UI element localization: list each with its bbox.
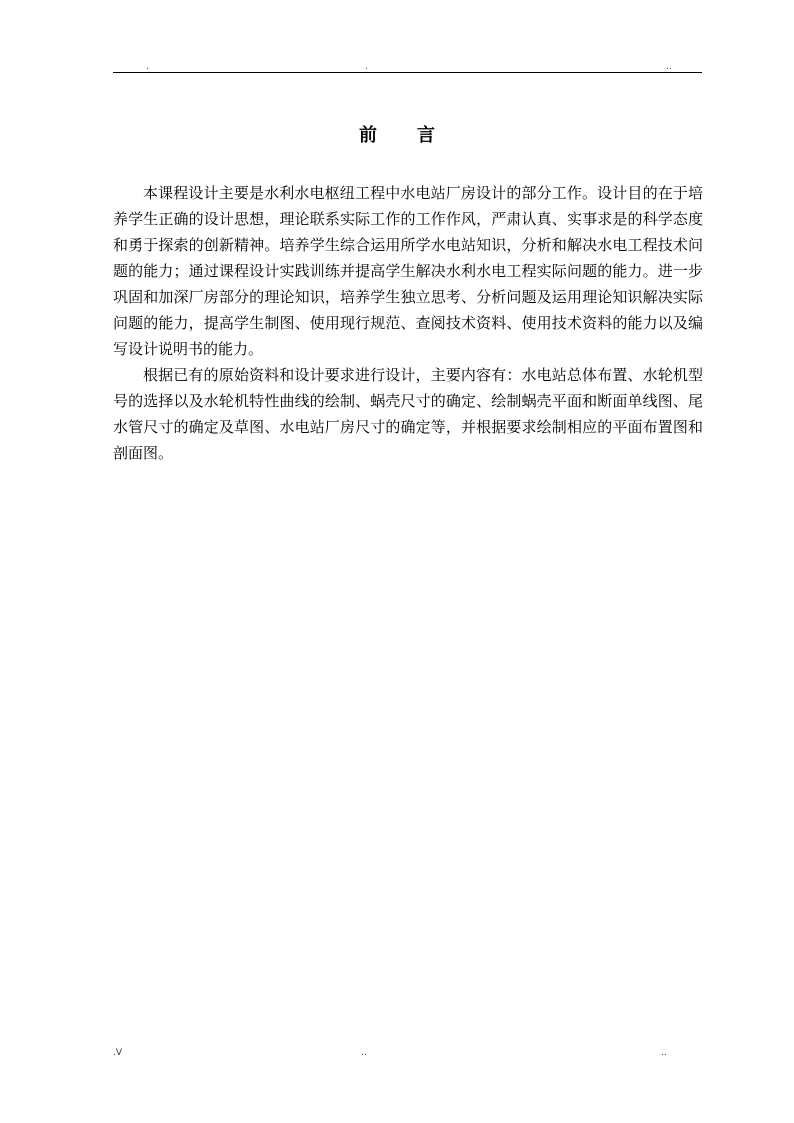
page-footer [113,1047,702,1059]
header-mark-center: . [365,62,368,72]
document-body [113,180,703,466]
paragraph-2: 根据已有的原始资料和设计要求进行设计，主要内容有：水电站总体布置、水轮机型号的选择以及水轮机特性曲线的绘制、蜗壳尺寸的确定、绘制蜗壳平面和断面单线图、尾水管尺寸的确定及草图、水电站厂房尺寸的确定等，并根据要求绘制相应的平面布置图和剖面图。 [113,366,703,462]
page-header [113,62,702,72]
footer-mark-right: .. [661,1048,667,1058]
header-rule [113,72,702,73]
header-mark-left: . [146,62,149,72]
paragraph-1: 本课程设计主要是水利水电枢纽工程中水电站厂房设计的部分工作。设计目的在于培养学生正确的设计思想，理论联系实际工作的工作作风，严肃认真、实事求是的科学态度和勇于探索的创新精神。培养学生综合运用所学水电站知识，分析和解决水电工程技术问题的能力；通过课程设计实践训练并提高学生解决水利水电工程实际问题的能力。进一步巩固和加深厂房部分的理论知识，培养学生独立思考、分析问题及运用理论知识解决实际问题的能力，提高学生制图、使用现行规范、查阅技术资料、使用技术资料的能力以及编写设计说明书的能力。 [113,184,703,358]
footer-mark-center: .. [361,1048,367,1058]
page-title: 前言 [359,125,475,146]
header-mark-right: .. [666,62,672,72]
footer-mark-left: .V [113,1048,123,1058]
